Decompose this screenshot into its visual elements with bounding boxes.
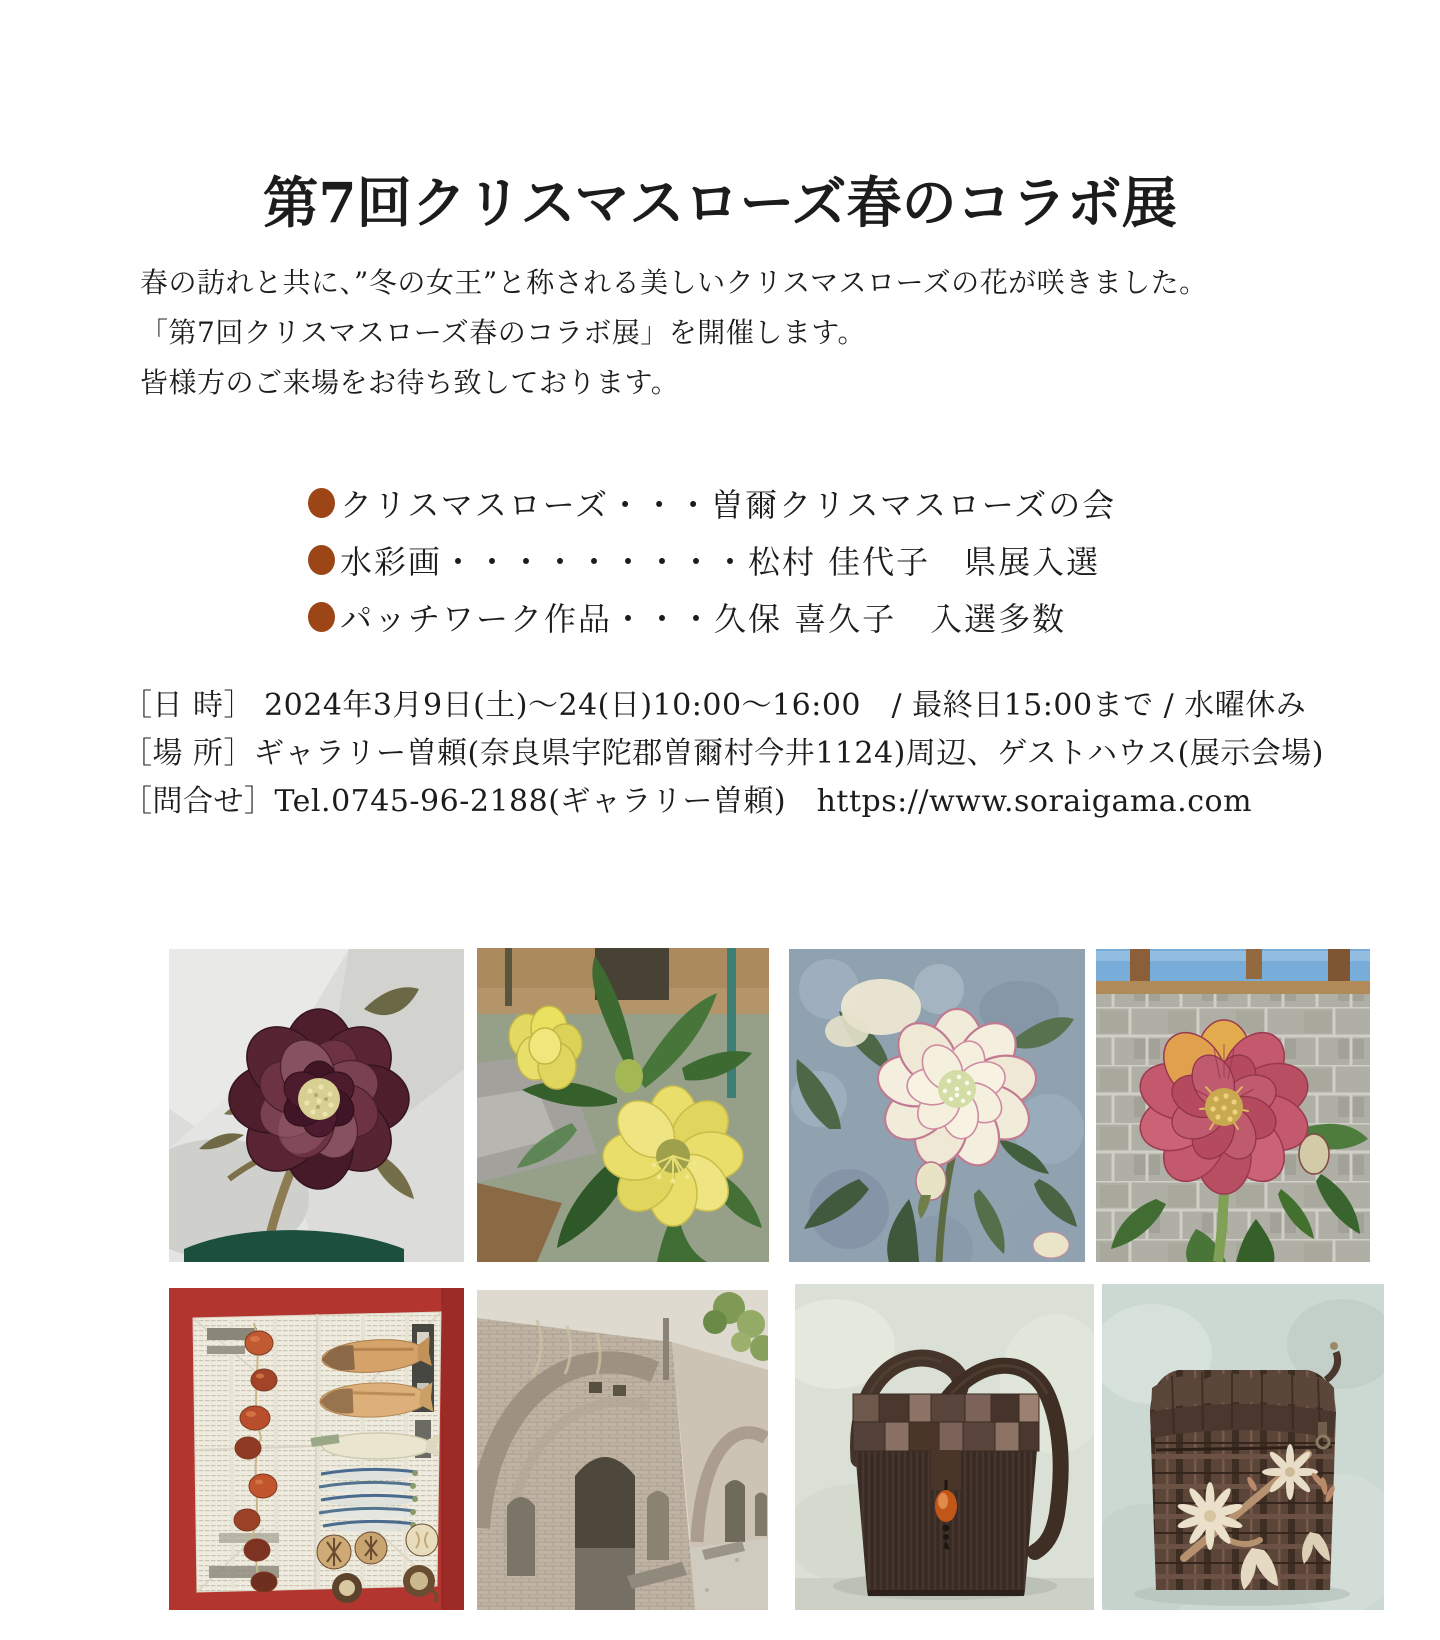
exhibitor-label: 水彩画・・・・・・・・・松村 佳代子 県展入選 [340,542,1101,581]
exhibitor-label: パッチワーク作品・・・久保 喜久子 入選多数 [340,599,1067,638]
detail-place: ［場 所］ギャラリー曽頼(奈良県宇陀郡曽爾村今井1124)周辺、ゲストハウス(展示会場) [122,736,1324,771]
photo-hellebore-dark-purple [169,949,464,1262]
photo-patchwork-shoulder-bag [795,1284,1094,1610]
intro-line-3: 皆様方のご来場をお待ち致しております。 [140,366,680,399]
photo-watercolor-brick-arches [477,1290,768,1610]
photo-hellebore-red [1096,949,1370,1262]
hellebore-red-image [1096,949,1370,1262]
watercolor-still-life-image [169,1288,464,1610]
watercolor-brick-arches-image [477,1290,768,1610]
exhibitor-label: クリスマスローズ・・・曽爾クリスマスローズの会 [340,485,1117,524]
detail-date: ［日 時］ 2024年3月9日(土)〜24(日)10:00〜16:00 / 最終日15:00まで / 水曜休み [122,688,1307,723]
patchwork-shoulder-bag-image [795,1284,1094,1610]
hellebore-yellow-image [477,948,769,1262]
patchwork-flower-bag-image [1102,1284,1384,1610]
photo-patchwork-flower-bag [1102,1284,1384,1610]
intro-line-1: 春の訪れと共に、”冬の女王”と称される美しいクリスマスローズの花が咲きました。 [140,266,1208,299]
page-title: 第7回クリスマスローズ春のコラボ展 [263,169,1177,235]
hellebore-dark-purple-image [169,949,464,1262]
photo-hellebore-yellow [477,948,769,1262]
intro-line-2: 「第7回クリスマスローズ春のコラボ展」を開催します。 [140,316,867,349]
photo-hellebore-cream-picotee [789,949,1085,1262]
photo-watercolor-still-life [169,1288,464,1610]
hellebore-cream-picotee-image [789,949,1085,1262]
detail-contact: ［問合せ］Tel.0745-96-2188(ギャラリー曽頼) https://www.soraigama.com [122,784,1253,819]
